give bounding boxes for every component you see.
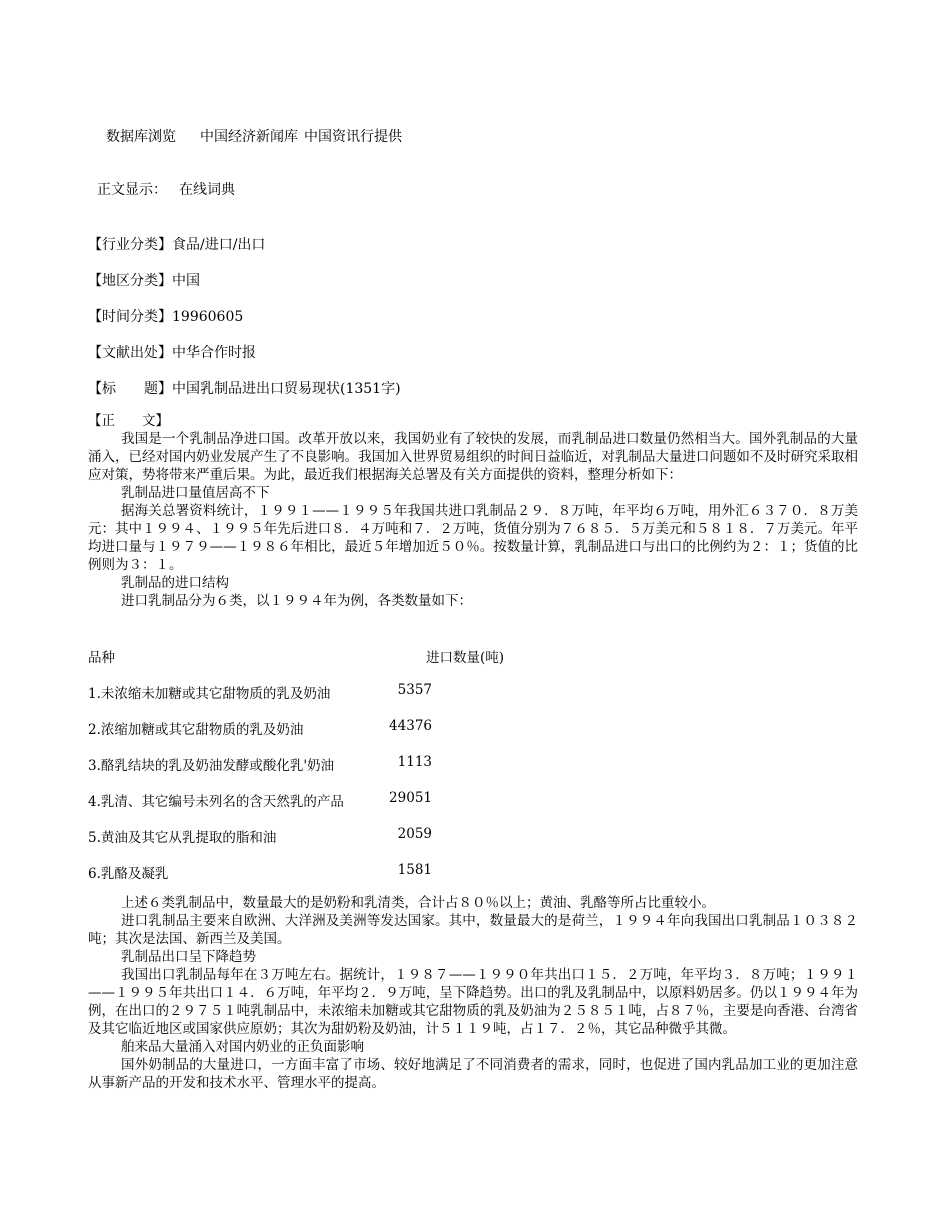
meta-label: 【标 题】 [88, 381, 172, 397]
display-label: 正文显示： [97, 182, 167, 198]
paragraph: 进口乳制品分为６类，以１９９４年为例，各类数量如下： [121, 593, 472, 609]
meta-value: 中国乳制品进出口贸易现状(1351字) [172, 381, 401, 397]
table-cell-qty: 44376 [389, 718, 432, 734]
display-bar [97, 179, 235, 199]
dictionary-link[interactable]: 在线词典 [179, 182, 235, 198]
db-browse-link[interactable]: 数据库浏览 [106, 129, 176, 145]
table-cell-qty: 5357 [397, 682, 432, 698]
table-header-name: 品种 [88, 650, 115, 666]
table-cell-qty: 29051 [389, 790, 432, 806]
table-cell-qty: 1581 [397, 862, 432, 878]
meta-label: 【文献出处】 [88, 345, 172, 361]
meta-time [88, 306, 243, 326]
table-cell-name: 1.未浓缩未加糖或其它甜物质的乳及奶油 [88, 686, 331, 702]
paragraph: 国外奶制品的大量进口，一方面丰富了市场、较好地满足了不同消费者的需求，同时，也促进了国内乳品加工业的更加注意从事新产品的开发和技术水平、管理水平的提高。 [88, 1057, 858, 1091]
table-cell-qty: 1113 [397, 754, 432, 770]
section-heading: 乳制品的进口结构 [121, 575, 229, 591]
table-cell-name: 6.乳酪及凝乳 [88, 866, 169, 882]
meta-label: 【时间分类】 [88, 309, 172, 325]
table-cell-name: 5.黄油及其它从乳提取的脂和油 [88, 830, 277, 846]
meta-value: 19960605 [172, 309, 244, 325]
paragraph: 我国出口乳制品每年在３万吨左右。据统计，１９８７——１９９０年共出口１５．２万吨，年平均３．８万吨；１９９１——１９９５年共出口１４．６万吨，年平均２．９万吨，呈下降趋势。出口的乳及乳制品中，以原料奶居多。仍以１９９４年为例，在出口的２９７５１吨乳制品中，未浓缩未加糖或其它甜物质的乳及奶油为２５８５１吨，占８７％，主要是向香港、台湾省及其它临近地区或国家供应原奶；其次为甜奶粉及奶油，计５１１９吨，占１７．２％，其它品种微乎其微。 [88, 967, 858, 1037]
meta-value: 中国 [172, 273, 200, 289]
article-body-bottom [88, 894, 858, 1092]
section-heading: 乳制品进口量值居高不下 [121, 485, 270, 501]
meta-value: 食品/进口/出口 [172, 237, 266, 253]
meta-region [88, 270, 200, 290]
section-heading: 舶来品大量涌入对国内奶业的正负面影响 [121, 1039, 364, 1055]
paragraph: 进口乳制品主要来自欧洲、大洋洲及美洲等发达国家。其中，数量最大的是荷兰，１９９４年向我国出口乳制品１０３８２吨；其次是法国、新西兰及美国。 [88, 913, 858, 947]
meta-label: 【行业分类】 [88, 237, 172, 253]
body-label: 【正 文】 [88, 413, 169, 429]
meta-title [88, 378, 401, 398]
section-heading: 乳制品出口呈下降趋势 [121, 949, 256, 965]
meta-industry [88, 234, 265, 254]
meta-label: 【地区分类】 [88, 273, 172, 289]
paragraph: 我国是一个乳制品净进口国。改革开放以来，我国奶业有了较快的发展，而乳制品进口数量仍然相当大。国外乳制品的大量涌入，已经对国内奶业发展产生了不良影响。我国加入世界贸易组织的时间日益临近，对乳制品大量进口问题如不及时研究采取相应对策，势将带来严重后果。为此，最近我们根据海关总署及有关方面提供的资料，整理分析如下： [88, 431, 858, 483]
paragraph: 上述６类乳制品中，数量最大的是奶粉和乳清类，合计占８０％以上；黄油、乳酪等所占比重较小。 [121, 895, 715, 911]
meta-source [88, 342, 256, 362]
table-cell-name: 2.浓缩加糖或其它甜物质的乳及奶油 [88, 722, 304, 738]
table-header-qty: 进口数量(吨) [426, 650, 505, 666]
provider-text: 中国资讯行提供 [304, 129, 402, 145]
article-body-top [88, 412, 858, 610]
table-cell-name: 3.酪乳结块的乳及奶油发酵或酸化乳'奶油 [88, 758, 335, 774]
header-bar [106, 126, 402, 146]
table-cell-qty: 2059 [397, 826, 432, 842]
table-cell-name: 4.乳清、其它编号未列名的含天然乳的产品 [88, 794, 344, 810]
db-name-link[interactable]: 中国经济新闻库 [200, 129, 298, 145]
paragraph: 据海关总署资料统计，１９９１——１９９５年我国共进口乳制品２９．８万吨，年平均６万吨，用外汇６３７０．８万美元：其中１９９４、１９９５年先后进口８．４万吨和７．２万吨，货值分别为７６８５．５万美元和５８１８．７万美元。年平均进口量与１９７９——１９８６年相比，最近５年增加近５０％。按数量计算，乳制品进口与出口的比例约为２：１；货值的比例则为３：１。 [88, 503, 858, 573]
meta-value: 中华合作时报 [172, 345, 256, 361]
